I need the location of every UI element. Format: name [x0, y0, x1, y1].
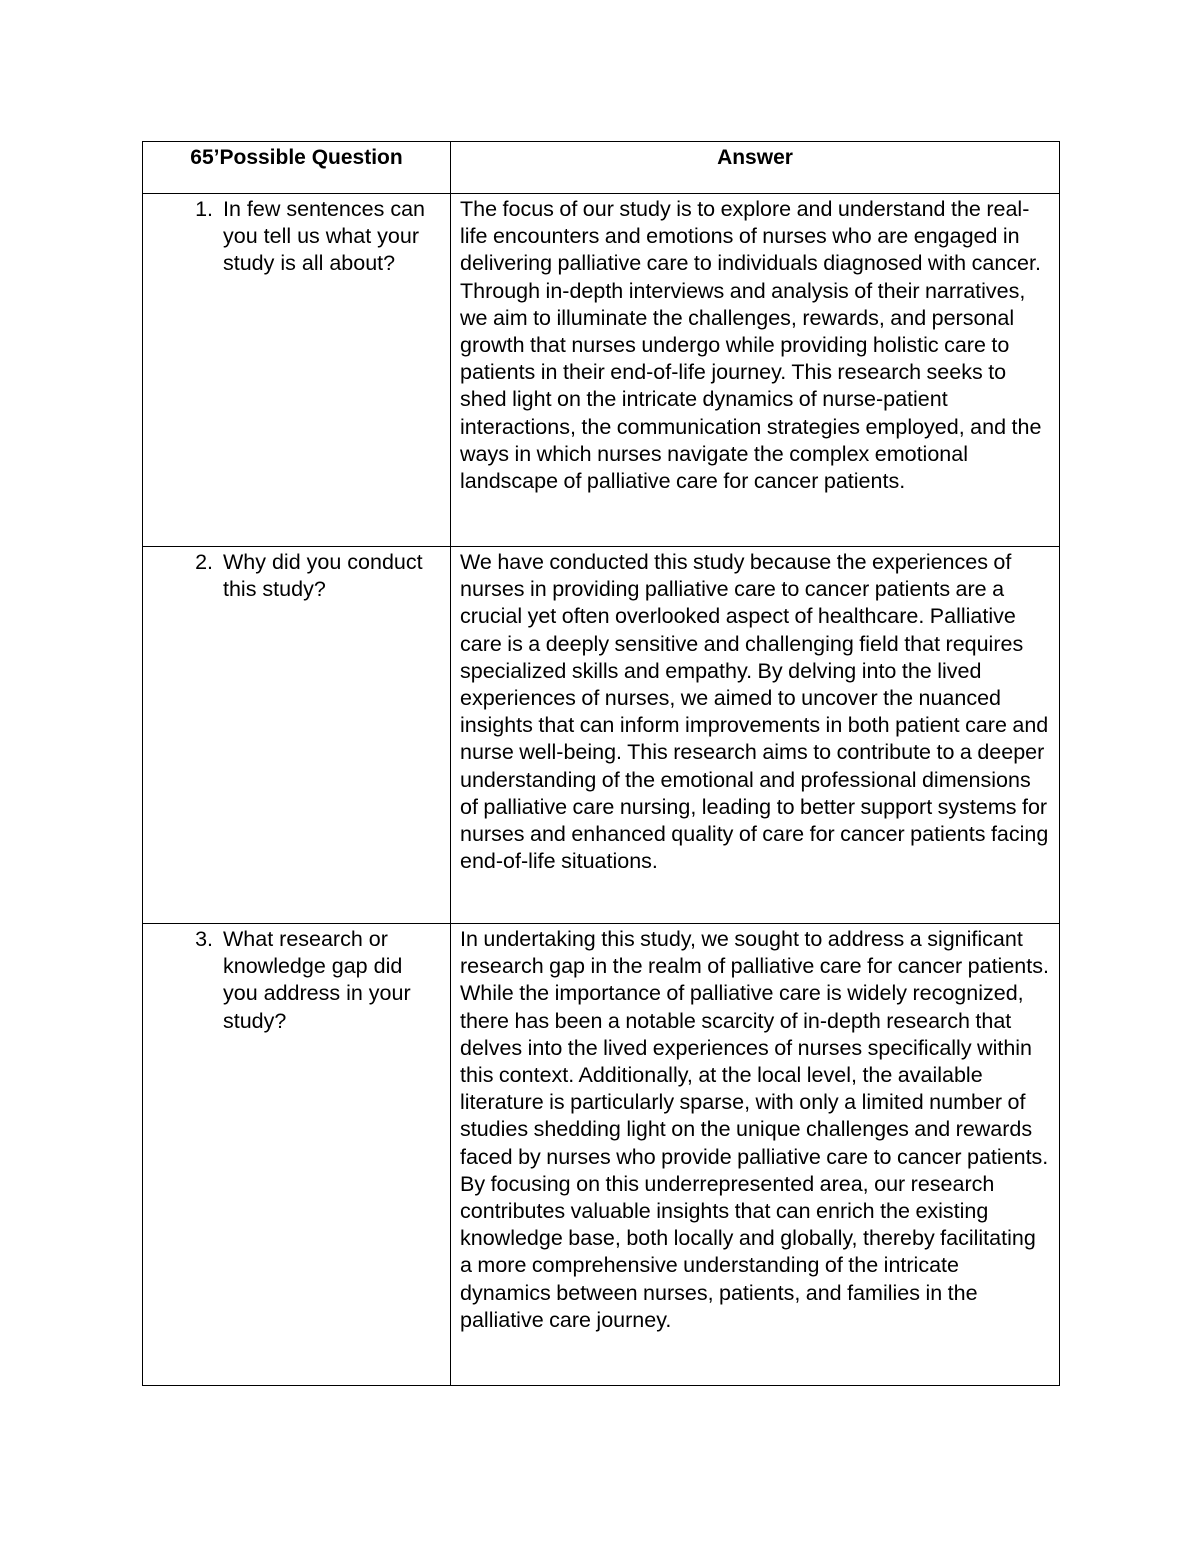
question-number: 2.: [195, 550, 213, 574]
answer-cell: [451, 924, 1060, 1386]
question-header-label: 65’Possible Question: [190, 146, 403, 169]
table-row: [143, 547, 1060, 924]
question-text: In few sentences can you tell us what your study is all about?: [223, 197, 425, 276]
question-text: What research or knowledge gap did you address in your study?: [223, 927, 411, 1033]
answer-header: [451, 142, 1060, 194]
answer-header-label: Answer: [717, 146, 793, 169]
answer-text: We have conducted this study because the experiences of nurses in providing palliative care to cancer patients are a crucial yet often overlooked aspect of healthcare. Palliative care is a deeply sensitive and challenging field that requires specialized skills and empathy. By delving into the lived experiences of nurses, we aimed to uncover the nuanced insights that can inform improvements in both patient care and nurse well-being. This research aims to contribute to a deeper understanding of the emotional and professional dimensions of palliative care nursing, leading to better support systems for nurses and enhanced quality of care for cancer patients facing end-of-life situations.: [460, 550, 1049, 874]
question-cell: [143, 924, 451, 1386]
table-row: [143, 194, 1060, 547]
header-row: [143, 142, 1060, 194]
question-text: Why did you conduct this study?: [223, 550, 423, 602]
qa-table: [142, 141, 1060, 1386]
answer-text: In undertaking this study, we sought to address a significant research gap in the realm of palliative care for cancer patients. While the importance of palliative care is widely recognized, there has been a notable scarcity of in-depth research that delves into the lived experiences of nurses specifically within this context. Additionally, at the local level, the available literature is particularly sparse, with only a limited number of studies shedding light on the unique challenges and rewards faced by nurses who provide palliative care to cancer patients. By focusing on this underrepresented area, our research contributes valuable insights that can enrich the existing knowledge base, both locally and globally, thereby facilitating a more comprehensive understanding of the intricate dynamics between nurses, patients, and families in the palliative care journey.: [460, 927, 1049, 1332]
question-header: [143, 142, 451, 194]
question-cell: [143, 547, 451, 924]
question-number: 3.: [195, 927, 213, 951]
question-cell: [143, 194, 451, 547]
table-row: [143, 924, 1060, 1386]
question-number: 1.: [195, 197, 213, 221]
answer-text: The focus of our study is to explore and understand the real-life encounters and emotions of nurses who are engaged in delivering palliative care to individuals diagnosed with cancer. Through in-depth interviews and analysis of their narratives, we aim to illuminate the challenges, rewards, and personal growth that nurses undergo while providing holistic care to patients in their end-of-life journey. This research seeks to shed light on the intricate dynamics of nurse-patient interactions, the communication strategies employed, and the ways in which nurses navigate the complex emotional landscape of palliative care for cancer patients.: [460, 197, 1042, 494]
answer-cell: [451, 194, 1060, 547]
answer-cell: [451, 547, 1060, 924]
